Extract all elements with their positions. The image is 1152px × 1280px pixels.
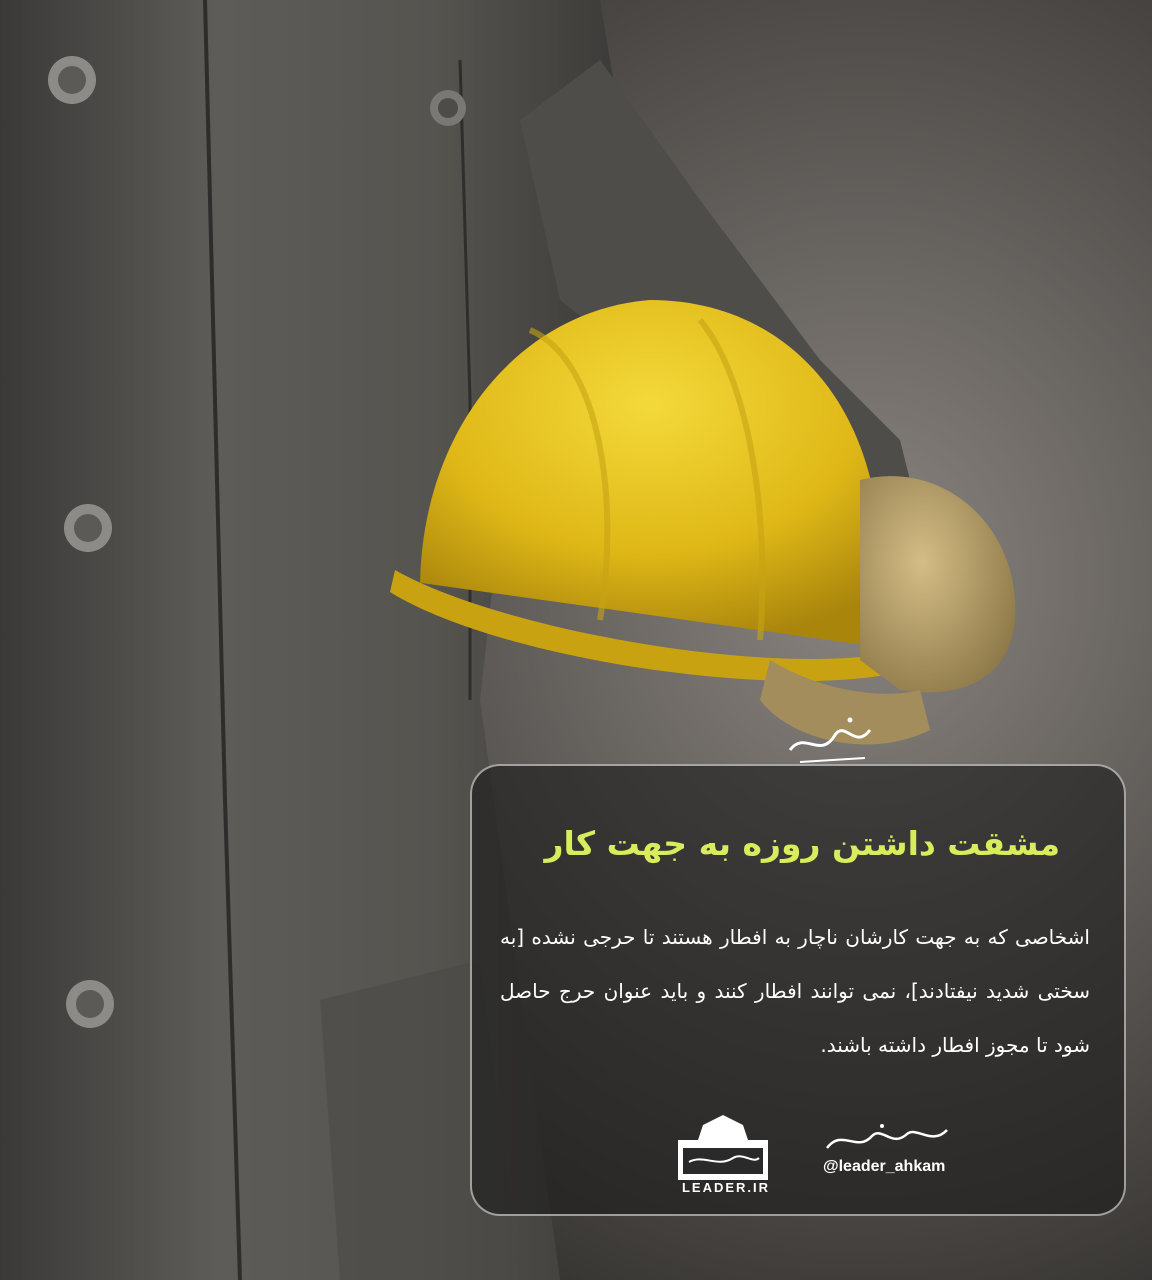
- site-label: LEADER.IR: [681, 1180, 771, 1195]
- jacket-button: [66, 980, 114, 1028]
- social-handle: @leader_ahkam: [823, 1158, 946, 1175]
- jacket-button: [430, 90, 466, 126]
- basmala-calligraphy: [780, 700, 880, 770]
- jacket-button: [48, 56, 96, 104]
- jacket-button: [64, 504, 112, 552]
- headline: مشقت داشتن روزه به جهت کار: [544, 824, 1060, 863]
- office-signature-calligraphy: [822, 1118, 952, 1158]
- body-text: اشخاصی که به جهت کارشان ناچار به افطار هستند تا حرجی نشده [به سختی شدید نیفتادند]، نمی توانند افطار کنند و باید عنوان حرج حاصل شود تا مجوز افطار داشته باشند.: [500, 925, 1090, 1057]
